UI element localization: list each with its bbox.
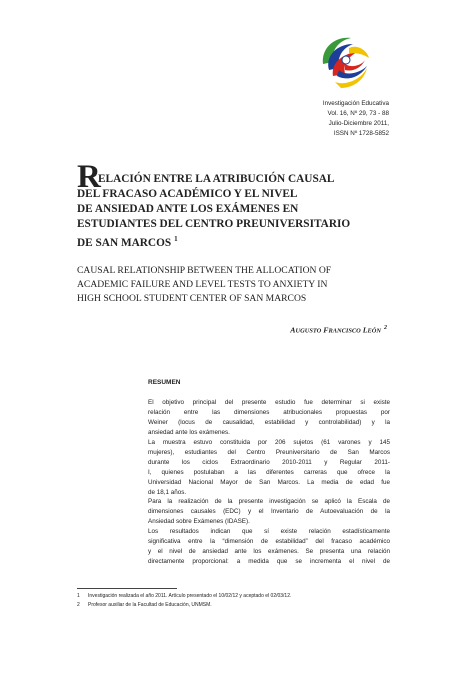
footnote-1 [77,592,397,601]
abstract-line: durante los ciclos Extraordinario 2010-2011 y Regular 2011- [148,458,390,466]
footnotes [77,592,397,609]
author-rest-1: UGUSTO [295,327,322,335]
title-en-line-2: ACADEMIC FAILURE AND LEVEL TESTS TO ANXIETY IN [77,279,328,290]
journal-name: Investigación Educativa [322,100,389,107]
title-english [77,264,377,306]
footnote-1-text: Investigación realizada el año 2011. Artículo presentado el 10/02/12 y aceptado el 02/03/12. [88,593,292,599]
title-es-line-5-text: DE SAN MARCOS [77,236,172,249]
journal-period: Julio-Diciembre 2011, [328,120,389,127]
title-es-line-3: DE ANSIEDAD ANTE LOS EXÁMENES EN [77,202,299,215]
abstract-line: La muestra estuvo constituida por 206 sujetos (61 varones y 145 [148,438,390,446]
author-initial-3: L [362,325,368,335]
abstract-line: significativa entre la “dimensión de estabilidad” del fracaso académico [148,538,390,546]
title-es-line-4: ESTUDIANTES DEL CENTRO PREUNIVERSITARIO [77,217,351,230]
abstract-line: ansiedad ante los exámenes. [148,428,230,436]
title-es-line-1: ELACIÓN ENTRE LA ATRIBUCIÓN CAUSAL [98,173,335,185]
abstract-line: dimensiones causales (EDC) y el Inventario de Autoevaluación de la [148,508,390,516]
journal-volume: Vol. 16, Nº 29, 73 - 88 [327,110,389,117]
title-spanish [77,172,377,250]
author-initial-1: A [290,325,296,335]
title-en-line-1: CAUSAL RELATIONSHIP BETWEEN THE ALLOCATION OF [77,265,332,276]
title-footnote-mark: 1 [174,234,178,243]
abstract-line: mujeres), estudiantes del Centro Preuniversitario de San Marcos [148,448,390,456]
abstract-line: Universidad Nacional Mayor de San Marcos. La media de edad fue [148,478,390,486]
footnote-divider [77,588,177,589]
author-initial-2: F [323,325,329,335]
abstract [148,378,390,567]
abstract-line: Los resultados indican que sí existe relación estadísticamente [148,528,390,536]
abstract-line: Ansiedad sobre Exámenes (IDASE). [148,518,250,526]
footnote-2-number: 2 [77,601,80,608]
abstract-line: y el nivel de ansiedad ante los exámenes. Se presenta una relación [148,548,390,556]
abstract-line: Weiner (locus de causalidad, estabilidad y controlabilidad) y la [148,418,390,426]
abstract-line: Para la realización de la presente investigación se aplicó la Escala de [148,498,390,506]
journal-issn: ISSN Nº 1728-5852 [333,130,389,137]
title-es-line-5 [77,232,377,251]
abstract-line: I, quienes postulaban a las diferentes carreras que ofrece la [148,468,390,476]
journal-metadata [323,99,389,139]
journal-seal-icon [315,30,373,90]
author-rest-3: EÓN [367,327,381,335]
title-es-line-2: DEL FRACASO ACADÉMICO Y EL NIVEL [77,187,298,200]
title-en-line-3: HIGH SCHOOL STUDENT CENTER OF SAN MARCOS [77,293,307,304]
abstract-line: de 18,1 años. [148,488,187,496]
author-footnote-mark: 2 [384,325,387,331]
abstract-body [148,398,390,567]
footnote-2 [77,601,397,610]
title-dropcap: R [77,159,101,195]
footnote-1-number: 1 [77,593,80,599]
abstract-line: El objetivo principal del presente estudio fue determinar si existe [148,398,390,406]
abstract-line: relación entre las dimensiones atribucionales propuestas por [148,408,390,416]
abstract-line: directamente proporcional: a medida que se incrementa el nivel de [148,558,390,566]
footnote-2-text: Profesor auxiliar de la Facultad de Educación, UNMSM. [88,601,212,608]
author-name [290,325,387,335]
author-rest-2: RANCISCO [328,327,361,335]
abstract-heading: RESUMEN [148,379,181,386]
